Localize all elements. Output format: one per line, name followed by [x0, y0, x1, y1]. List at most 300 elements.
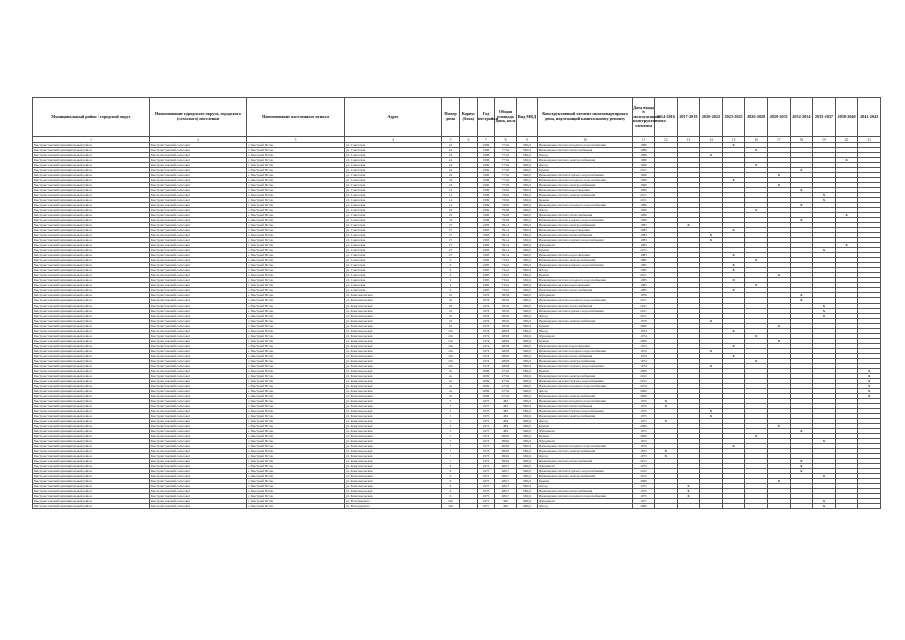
table-cell: 10 [442, 308, 460, 313]
table-cell: 1976 [478, 298, 495, 303]
table-cell: Быстроистокский муниципальный район [33, 353, 150, 358]
table-cell: 1976 [633, 293, 655, 298]
table-cell: Быстроистокский муниципальный район [33, 348, 150, 353]
column-header: Наименование городского округа, городского (сельского) поселения [150, 98, 247, 137]
table-cell: Быстроистокский муниципальный район [33, 323, 150, 328]
period-cell: X [722, 278, 745, 283]
table-cell: 10 [442, 323, 460, 328]
table-cell: ул. Советская [345, 193, 442, 198]
table-cell: с. Быстрый Исток [247, 193, 345, 198]
period-cell: X [790, 464, 813, 469]
table-cell: Инженерная система теплоснабжения [538, 303, 633, 308]
table-cell: 1983 [633, 223, 655, 228]
table-cell: 1990 [633, 163, 655, 168]
table-cell: Быстроистокский муниципальный район [33, 328, 150, 333]
table-cell: 486,7 [495, 464, 517, 469]
table-cell: 300 [495, 499, 517, 504]
table-cell: 475,6 [495, 373, 517, 378]
period-cell: X [722, 253, 745, 258]
table-cell: с. Быстрый Исток [247, 448, 345, 453]
table-cell: Быстроистокский муниципальный район [33, 388, 150, 393]
table-cell: 27 [442, 228, 460, 233]
column-number: 5 [442, 137, 460, 143]
table-cell: МКД [517, 278, 538, 283]
period-cell: X [700, 408, 723, 413]
table-cell: 10 [442, 318, 460, 323]
table-cell: Быстроистокский муниципальный район [33, 318, 150, 323]
table-cell: ул. Комсомольская [345, 398, 442, 403]
table-cell: Крыша [538, 248, 633, 253]
period-cell [722, 504, 745, 509]
table-cell: 1999 [478, 188, 495, 193]
table-cell: с. Быстрый Исток [247, 489, 345, 494]
table-cell: 2012 [633, 373, 655, 378]
table-cell: 582,6 [495, 318, 517, 323]
table-cell: 484 [495, 428, 517, 433]
table-cell: МКД [517, 223, 538, 228]
table-cell: с. Быстрый Исток [247, 188, 345, 193]
table-cell: 9 [442, 484, 460, 489]
table-cell: с. Быстрый Исток [247, 253, 345, 258]
table-cell: с. Быстрый Исток [247, 298, 345, 303]
register-sheet [32, 97, 880, 509]
table-cell: с. Быстрый Исток [247, 153, 345, 158]
table-cell: Быстроистокский сельсовет [150, 308, 247, 313]
column-number: 15 [722, 137, 745, 143]
table-cell: МКД [517, 393, 538, 398]
table-cell: 2009 [633, 504, 655, 509]
column-header: Наименование населенного пункта [247, 98, 345, 137]
table-cell: с. Быстрый Исток [247, 148, 345, 153]
table-cell: Быстроистокский муниципальный район [33, 333, 150, 338]
table-cell: ул. Комсомольская [345, 313, 442, 318]
table-cell: Быстроистокский муниципальный район [33, 418, 150, 423]
table-cell: 484 [495, 413, 517, 418]
table-cell: Быстроистокский сельсовет [150, 494, 247, 499]
table-cell: 489,8 [495, 333, 517, 338]
column-number: 7 [478, 137, 495, 143]
table-cell: ул. Советская [345, 163, 442, 168]
period-cell: X [767, 338, 790, 343]
table-cell: с. Быстрый Исток [247, 163, 345, 168]
period-cell: X [700, 318, 723, 323]
table-cell: 24 [442, 148, 460, 153]
table-cell: Быстроистокский муниципальный район [33, 408, 150, 413]
table-cell: 2009 [478, 373, 495, 378]
table-cell: Инженерная система теплоснабжения [538, 233, 633, 238]
table-cell: 1974 [633, 363, 655, 368]
table-cell: 1983 [478, 233, 495, 238]
table-cell: Инженерная система электроснабжения [538, 258, 633, 263]
table-cell: 773,6 [495, 163, 517, 168]
period-cell: X [745, 163, 768, 168]
table-cell: Быстроистокский сельсовет [150, 283, 247, 288]
table-cell: 2011 [633, 303, 655, 308]
table-cell: МКД [517, 373, 538, 378]
table-cell: Инженерная система холодного водоснабжения [538, 278, 633, 283]
period-cell: X [858, 378, 881, 383]
table-cell: Инженерная система электроснабжения [538, 223, 633, 228]
period-cell: X [813, 474, 836, 479]
table-cell: ул. Советская [345, 203, 442, 208]
table-cell: 773,6 [495, 183, 517, 188]
table-cell: Быстроистокский муниципальный район [33, 363, 150, 368]
table-cell: Быстроистокский сельсовет [150, 333, 247, 338]
table-cell: 726,6 [495, 193, 517, 198]
table-cell: ул. Володарского [345, 499, 442, 504]
table-cell: МКД [517, 423, 538, 428]
table-cell: 1973 [478, 453, 495, 458]
table-cell: 2011 [633, 313, 655, 318]
table-cell: Быстроистокский сельсовет [150, 433, 247, 438]
column-number: 13 [677, 137, 700, 143]
table-cell: 1975 [478, 479, 495, 484]
table-cell: Инженерная система электроснабжения [538, 318, 633, 323]
table-cell: с. Быстрый Исток [247, 353, 345, 358]
table-cell: 9 [442, 258, 460, 263]
table-cell: Быстроистокский муниципальный район [33, 413, 150, 418]
table-cell: Фасад [538, 453, 633, 458]
table-cell: 1990 [633, 208, 655, 213]
table-cell: МКД [517, 293, 538, 298]
table-cell: Инженерная система горячего водоснабжения [538, 173, 633, 178]
table-cell: 582,6 [495, 293, 517, 298]
table-cell: МКД [517, 474, 538, 479]
table-cell: с. Быстрый Исток [247, 258, 345, 263]
table-cell: 475,6 [495, 388, 517, 393]
table-cell: 2006 [633, 423, 655, 428]
table-cell: Быстроистокский сельсовет [150, 178, 247, 183]
table-cell: 2011 [633, 458, 655, 463]
table-cell: 773,6 [495, 173, 517, 178]
column-header: Дата ввода в эксплуатацию конструктивного элемента [633, 98, 655, 137]
period-cell: X [700, 413, 723, 418]
table-cell: 1975 [478, 484, 495, 489]
table-cell: с. Быстрый Исток [247, 408, 345, 413]
table-cell: Фасад [538, 504, 633, 509]
table-cell: с. Быстрый Исток [247, 183, 345, 188]
table-cell: Инженерная система водоотведения [538, 253, 633, 258]
table-cell: 2а [442, 368, 460, 373]
table-cell: Быстроистокский сельсовет [150, 413, 247, 418]
table-cell: Быстроистокский сельсовет [150, 464, 247, 469]
table-cell: 1975 [478, 398, 495, 403]
column-header: 2029-2031 [767, 98, 790, 137]
table-cell: с. Быстрый Исток [247, 263, 345, 268]
table-cell: 10а [442, 358, 460, 363]
table-cell: ул. Комсомольская [345, 448, 442, 453]
table-cell: Инженерная система водоотведения [538, 283, 633, 288]
table-cell: 1977 [478, 504, 495, 509]
table-cell: с. Быстрый Исток [247, 228, 345, 233]
table-cell: ул. Советская [345, 273, 442, 278]
table-cell: ул. Комсомольская [345, 388, 442, 393]
column-header: Корпус (блок) [460, 98, 478, 137]
table-cell: 1985 [633, 258, 655, 263]
table-cell: Фундамент [538, 333, 633, 338]
table-cell: ул. Советская [345, 208, 442, 213]
table-cell: МКД [517, 213, 538, 218]
table-cell: 2011 [633, 273, 655, 278]
table-cell: Быстроистокский сельсовет [150, 193, 247, 198]
table-cell: Быстроистокский муниципальный район [33, 203, 150, 208]
table-cell: ул. Комсомольская [345, 438, 442, 443]
table-cell: ул. Комсомольская [345, 453, 442, 458]
period-cell: X [722, 353, 745, 358]
table-cell: 391,4 [495, 243, 517, 248]
table-cell: 1983 [633, 228, 655, 233]
table-cell: 486,7 [495, 489, 517, 494]
table-cell: ул. Советская [345, 248, 442, 253]
table-cell: 9 [442, 479, 460, 484]
table-cell: МКД [517, 243, 538, 248]
table-cell: ул. Советская [345, 183, 442, 188]
column-header: Номер дома [442, 98, 460, 137]
table-cell: Быстроистокский сельсовет [150, 163, 247, 168]
table-cell: ул. Комсомольская [345, 418, 442, 423]
table-cell: 1985 [633, 278, 655, 283]
table-cell: Быстроистокский сельсовет [150, 353, 247, 358]
table-cell: 484 [495, 408, 517, 413]
column-header: 2038-2040 [835, 98, 858, 137]
table-cell: 1974 [633, 328, 655, 333]
table-cell: Инженерная система теплоснабжения [538, 288, 633, 293]
table-cell: 10а [442, 333, 460, 338]
table-cell: Быстроистокский муниципальный район [33, 343, 150, 348]
table-cell: с. Быстрый Исток [247, 233, 345, 238]
table-cell: ул. Советская [345, 223, 442, 228]
table-cell: МКД [517, 263, 538, 268]
table-cell: 10а [442, 499, 460, 504]
table-row [33, 504, 881, 509]
table-cell: 484 [495, 418, 517, 423]
period-cell: X [745, 333, 768, 338]
period-cell: X [790, 203, 813, 208]
table-cell: Быстроистокский сельсовет [150, 489, 247, 494]
table-cell: 1990 [633, 218, 655, 223]
period-cell: X [700, 153, 723, 158]
table-cell: Быстроистокский муниципальный район [33, 298, 150, 303]
table-cell: 10а [442, 353, 460, 358]
table-cell: Фасад [538, 153, 633, 158]
table-cell: 1974 [478, 353, 495, 358]
table-cell: 10 [442, 303, 460, 308]
table-cell: ул. Советская [345, 153, 442, 158]
period-cell: X [722, 443, 745, 448]
period-cell: X [722, 328, 745, 333]
table-cell: ул. Комсомольская [345, 338, 442, 343]
table-cell: Быстроистокский сельсовет [150, 418, 247, 423]
table-cell: 1983 [478, 238, 495, 243]
table-cell: с. Быстрый Исток [247, 358, 345, 363]
table-cell: Быстроистокский муниципальный район [33, 253, 150, 258]
table-cell: 734,2 [495, 283, 517, 288]
table-cell: 24 [442, 183, 460, 188]
table-cell: 1973 [478, 448, 495, 453]
column-header: Общая площадь дома, кв.м [495, 98, 517, 137]
table-cell: 734,2 [495, 263, 517, 268]
table-cell: МКД [517, 248, 538, 253]
table-cell: Быстроистокский сельсовет [150, 474, 247, 479]
table-cell: ул. Советская [345, 148, 442, 153]
table-cell: 1975 [633, 489, 655, 494]
table-cell: 24 [442, 168, 460, 173]
table-cell: 1975 [478, 418, 495, 423]
table-cell: с. Быстрый Исток [247, 323, 345, 328]
table-cell: с. Быстрый Исток [247, 423, 345, 428]
period-cell [655, 504, 678, 509]
table-cell: 489,8 [495, 363, 517, 368]
period-cell: X [813, 504, 836, 509]
table-cell: Инженерная система теплоснабжения [538, 213, 633, 218]
table-cell: Фундамент [538, 438, 633, 443]
table-cell: Инженерная система электроснабжения [538, 474, 633, 479]
period-cell: X [677, 489, 700, 494]
table-cell: 484 [495, 398, 517, 403]
table-cell: Быстроистокский муниципальный район [33, 453, 150, 458]
table-cell: Фасад [538, 313, 633, 318]
table-cell: 726,6 [495, 198, 517, 203]
table-cell: Быстроистокский муниципальный район [33, 338, 150, 343]
table-cell: 10а [442, 328, 460, 333]
table-cell: Инженерная система горячего водоснабжения [538, 263, 633, 268]
table-cell: Фасад [538, 484, 633, 489]
table-cell: Быстроистокский муниципальный район [33, 373, 150, 378]
table-cell: Фасад [538, 163, 633, 168]
table-cell: Быстроистокский сельсовет [150, 338, 247, 343]
period-cell: X [700, 233, 723, 238]
table-cell: ул. Комсомольская [345, 423, 442, 428]
table-cell: Быстроистокский муниципальный район [33, 183, 150, 188]
table-cell: Инженерная система теплоснабжения [538, 403, 633, 408]
table-cell: Быстроистокский сельсовет [150, 328, 247, 333]
period-cell: X [655, 403, 678, 408]
table-cell: ул. Советская [345, 218, 442, 223]
table-cell: МКД [517, 494, 538, 499]
table-cell: Быстроистокский сельсовет [150, 363, 247, 368]
table-cell: МКД [517, 464, 538, 469]
table-cell: ул. Комсомольская [345, 474, 442, 479]
table-cell: ул. Комсомольская [345, 428, 442, 433]
table-cell: 1983 [633, 233, 655, 238]
column-header: 2020-2022 [700, 98, 723, 137]
table-cell: 5 [442, 403, 460, 408]
period-cell: X [813, 193, 836, 198]
table-cell: 1985 [478, 288, 495, 293]
table-cell: 1975 [633, 484, 655, 489]
column-number: 11 [633, 137, 655, 143]
table-cell: с. Быстрый Исток [247, 303, 345, 308]
table-cell: 582,6 [495, 323, 517, 328]
table-cell: МКД [517, 218, 538, 223]
table-cell: Быстроистокский муниципальный район [33, 248, 150, 253]
table-cell: Инженерная система электроснабжения [538, 413, 633, 418]
table-cell: 1976 [633, 318, 655, 323]
table-cell: с. Быстрый Исток [247, 238, 345, 243]
table-cell: с. Быстрый Исток [247, 333, 345, 338]
table-cell: 1975 [633, 418, 655, 423]
table-cell: МКД [517, 303, 538, 308]
table-cell: МКД [517, 238, 538, 243]
table-cell: 23 [442, 208, 460, 213]
table-cell: 1974 [633, 358, 655, 363]
table-cell: 2012 [633, 469, 655, 474]
table-cell: Быстроистокский сельсовет [150, 343, 247, 348]
table-cell: МКД [517, 398, 538, 403]
table-cell: 1983 [478, 223, 495, 228]
table-cell: 1999 [478, 193, 495, 198]
table-cell: Инженерная система холодного водоснабжения [538, 203, 633, 208]
period-cell: X [767, 479, 790, 484]
table-cell: МКД [517, 298, 538, 303]
table-cell: с. Быстрый Исток [247, 504, 345, 509]
table-cell: 27 [442, 243, 460, 248]
table-cell: Быстроистокский сельсовет [150, 203, 247, 208]
table-cell: 10а [442, 343, 460, 348]
table-cell: с. Быстрый Исток [247, 218, 345, 223]
table-cell: Инженерная система электроснабжения [538, 193, 633, 198]
table-cell: 1975 [633, 403, 655, 408]
table-cell: 1985 [633, 288, 655, 293]
column-header: Конструктивный элемент многоквартирного дома, подлежащий капитальному ремонту [538, 98, 633, 137]
table-cell: 9 [442, 273, 460, 278]
table-cell: 1990 [478, 168, 495, 173]
table-cell: Быстроистокский муниципальный район [33, 469, 150, 474]
table-cell: МКД [517, 448, 538, 453]
period-cell: X [722, 343, 745, 348]
table-cell: ул. Комсомольская [345, 353, 442, 358]
table-cell: 5 [442, 398, 460, 403]
table-cell: с. Быстрый Исток [247, 168, 345, 173]
table-cell: Фундамент [538, 499, 633, 504]
table-cell: Быстроистокский муниципальный район [33, 283, 150, 288]
table-cell: 2а [442, 383, 460, 388]
table-cell: 484 [495, 403, 517, 408]
table-cell: МКД [517, 443, 538, 448]
table-cell: с. Быстрый Исток [247, 428, 345, 433]
table-cell: Фасад [538, 328, 633, 333]
table-cell: ул. Советская [345, 173, 442, 178]
period-cell: X [722, 143, 745, 148]
period-cell: X [677, 223, 700, 228]
table-cell: Быстроистокский сельсовет [150, 168, 247, 173]
period-cell [677, 504, 700, 509]
column-header: Адрес [345, 98, 442, 137]
table-cell: с. Быстрый Исток [247, 469, 345, 474]
table-cell: 2006 [633, 479, 655, 484]
period-cell: X [767, 173, 790, 178]
period-cell: X [790, 218, 813, 223]
table-cell: 5 [442, 418, 460, 423]
table-cell: Быстроистокский сельсовет [150, 438, 247, 443]
table-cell: 1983 [633, 253, 655, 258]
period-cell [790, 504, 813, 509]
table-cell: 699,6 [495, 433, 517, 438]
period-cell [767, 504, 790, 509]
column-header: Вид МКД [517, 98, 538, 137]
table-cell: 734,2 [495, 258, 517, 263]
table-cell: с. Быстрый Исток [247, 178, 345, 183]
table-cell: Быстроистокский муниципальный район [33, 173, 150, 178]
table-cell: ул. Комсомольская [345, 433, 442, 438]
table-cell: 10 [442, 293, 460, 298]
table-cell: Быстроистокский сельсовет [150, 368, 247, 373]
table-cell: 24 [442, 158, 460, 163]
table-cell: ул. Комсомольская [345, 348, 442, 353]
table-cell: с. Быстрый Исток [247, 273, 345, 278]
table-cell: МКД [517, 273, 538, 278]
table-cell: 1974 [478, 328, 495, 333]
